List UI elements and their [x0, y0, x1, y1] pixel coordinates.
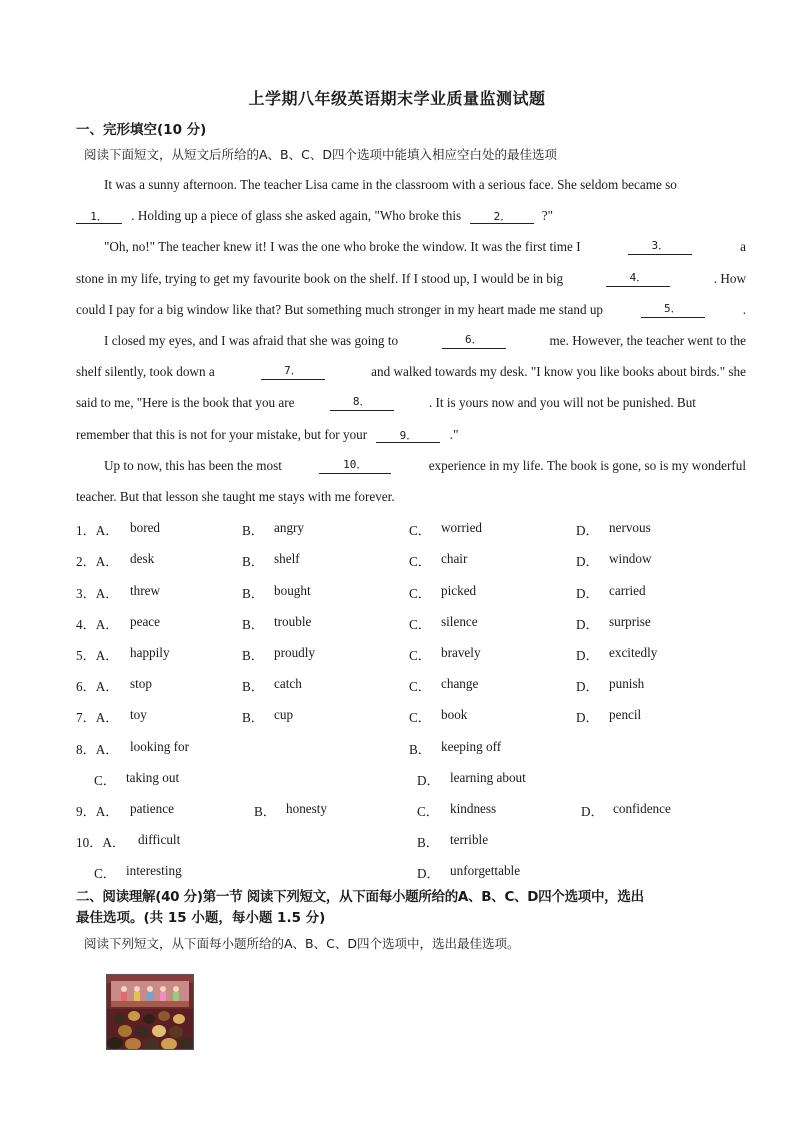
option-c[interactable]: interesting [126, 863, 182, 878]
option-a[interactable]: difficult [138, 832, 181, 847]
option-number: 3．A． [76, 586, 119, 601]
question-options [76, 801, 776, 819]
option-c[interactable]: kindness [450, 801, 497, 816]
option-label: C． [409, 523, 431, 538]
question-options [76, 583, 776, 601]
option-c[interactable]: silence [441, 614, 478, 629]
page-title: 上学期八年级英语期末学业质量监测试题 [248, 89, 546, 108]
option-a[interactable]: bored [130, 520, 161, 535]
option-number: 2．A． [76, 554, 119, 569]
passage-text: "Oh, no!" The teacher knew it! I was the one who broke the window. It was the first time I [104, 239, 581, 254]
question-options [76, 832, 776, 850]
passage-text: I closed my eyes, and I was afraid that she was going to [104, 333, 399, 348]
option-c[interactable]: taking out [126, 770, 180, 785]
option-d[interactable]: nervous [609, 520, 651, 535]
option-d[interactable]: unforgettable [450, 863, 521, 878]
passage-line [76, 271, 746, 287]
option-b[interactable]: catch [274, 676, 302, 691]
option-d[interactable]: confidence [613, 801, 671, 816]
passage-text: remember that this is not for your mistake, but for your [76, 427, 368, 442]
passage-text: and walked towards my desk. "I know you like books about birds." she [371, 364, 746, 379]
question-options [76, 645, 776, 663]
option-label: D． [576, 586, 599, 601]
option-d[interactable]: excitedly [609, 645, 658, 660]
option-d[interactable]: surprise [609, 614, 651, 629]
option-label: D． [576, 523, 599, 538]
option-d[interactable]: punish [609, 676, 645, 691]
option-c[interactable]: picked [441, 583, 477, 598]
option-a[interactable]: stop [130, 676, 152, 691]
passage-text: ?" [541, 208, 554, 223]
option-a[interactable]: threw [130, 583, 161, 598]
passage-text: said to me, "Here is the book that you are [76, 395, 295, 410]
option-label: D． [417, 773, 440, 788]
blank-10[interactable]: 10． [319, 458, 391, 474]
option-b[interactable]: honesty [286, 801, 328, 816]
section-1-instruction: 阅读下面短文，从短文后所给的A、B、C、D四个选项中能填入相应空白处的最佳选项 [84, 147, 557, 162]
option-label: C． [409, 648, 431, 663]
passage-text: ." [449, 427, 459, 442]
blank-1[interactable]: 1． [76, 210, 122, 224]
option-a[interactable]: patience [130, 801, 174, 816]
option-b[interactable]: angry [274, 520, 305, 535]
passage-line [104, 177, 746, 193]
option-label: D． [576, 554, 599, 569]
section-2-instruction: 阅读下列短文，从下面每小题所给的A、B、C、D四个选项中，选出最佳选项。 [84, 936, 520, 951]
passage-line [76, 489, 746, 505]
option-label: C． [94, 773, 116, 788]
option-label: B． [242, 648, 264, 663]
section-2-heading-line: 最佳选项。(共 15 小题，每小题 1.5 分) [76, 910, 326, 926]
passage-line [76, 364, 746, 380]
option-label: D． [576, 648, 599, 663]
question-options [76, 676, 776, 694]
passage-text: . How [713, 271, 746, 286]
option-label: C． [409, 617, 431, 632]
question-options [76, 863, 776, 881]
option-b[interactable]: proudly [274, 645, 316, 660]
option-label: C． [409, 679, 431, 694]
blank-9[interactable]: 9． [376, 429, 440, 443]
option-d[interactable]: pencil [609, 707, 642, 722]
option-label: D． [581, 804, 604, 819]
option-number: 6．A． [76, 679, 119, 694]
passage-text: . Holding up a piece of glass she asked again, "Who broke this [131, 208, 462, 223]
option-label: B． [242, 679, 264, 694]
blank-4[interactable]: 4． [606, 271, 670, 287]
option-a[interactable]: desk [130, 551, 155, 566]
passage-line [76, 427, 746, 443]
question-options [76, 520, 776, 538]
stage-performance-image [106, 974, 194, 1050]
option-label: C． [94, 866, 116, 881]
option-label: D． [576, 710, 599, 725]
option-label: B． [242, 523, 264, 538]
passage-line [76, 395, 696, 411]
passage-text: could I pay for a big window like that? But something much stronger in my heart made me stand up [76, 302, 604, 317]
blank-6[interactable]: 6． [442, 333, 506, 349]
passage-text: . It is yours now and you will not be punished. But [428, 395, 696, 410]
option-d[interactable]: window [609, 551, 652, 566]
option-number: 10．A． [76, 835, 126, 850]
passage-text: Up to now, this has been the most [104, 458, 282, 473]
section-1-heading: 一、完形填空(10 分) [76, 122, 207, 138]
section-2-heading [76, 887, 748, 929]
option-number: 5．A． [76, 648, 119, 663]
question-options [76, 707, 776, 725]
option-b[interactable]: trouble [274, 614, 312, 629]
blank-2[interactable]: 2． [470, 210, 534, 224]
passage-text: experience in my life. The book is gone, so is my wonderful [428, 458, 746, 473]
option-c[interactable]: change [441, 676, 479, 691]
option-number: 9．A． [76, 804, 119, 819]
blank-5[interactable]: 5． [641, 302, 705, 318]
option-a[interactable]: looking for [130, 739, 189, 754]
question-options [76, 614, 776, 632]
question-options [76, 739, 776, 757]
option-d[interactable]: carried [609, 583, 646, 598]
option-label: D． [417, 866, 440, 881]
option-b[interactable]: shelf [274, 551, 300, 566]
question-options [76, 770, 776, 788]
option-a[interactable]: peace [130, 614, 161, 629]
option-label: C． [417, 804, 439, 819]
option-label: B． [254, 804, 276, 819]
option-a[interactable]: happily [130, 645, 170, 660]
question-options [76, 551, 776, 569]
option-c[interactable]: bravely [441, 645, 481, 660]
option-b[interactable]: cup [274, 707, 294, 722]
passage-line [104, 333, 746, 349]
option-label: B． [242, 617, 264, 632]
option-b[interactable]: bought [274, 583, 311, 598]
option-b[interactable]: keeping off [441, 739, 502, 754]
option-c[interactable]: book [441, 707, 468, 722]
option-label: B． [242, 586, 264, 601]
passage-line [76, 208, 746, 224]
passage-text: me. However, the teacher went to the [549, 333, 746, 348]
option-label: D． [576, 617, 599, 632]
passage-text: . [742, 302, 746, 317]
option-c[interactable]: worried [441, 520, 483, 535]
passage-text: shelf silently, took down a [76, 364, 215, 379]
option-number: 7．A． [76, 710, 119, 725]
blank-8[interactable]: 8． [330, 395, 394, 411]
option-label: B． [242, 710, 264, 725]
passage-text: a [740, 239, 746, 254]
option-label: B． [242, 554, 264, 569]
option-label: C． [409, 554, 431, 569]
option-label: C． [409, 586, 431, 601]
passage-text: stone in my life, trying to get my favourite book on the shelf. If I stood up, I would be in big [76, 271, 564, 286]
passage-line [104, 239, 746, 255]
option-number: 4．A． [76, 617, 119, 632]
option-d[interactable]: learning about [450, 770, 526, 785]
option-b[interactable]: terrible [450, 832, 489, 847]
passage-text: It was a sunny afternoon. The teacher Lisa came in the classroom with a serious face. She seldom became so [104, 177, 677, 192]
blank-3[interactable]: 3． [628, 239, 692, 255]
option-a[interactable]: toy [130, 707, 147, 722]
passage-line [76, 302, 746, 318]
option-label: B． [417, 835, 439, 850]
blank-7[interactable]: 7． [261, 364, 325, 380]
section-2-heading-line: 二、阅读理解(40 分)第一节 阅读下列短文，从下面每小题所给的A、B、C、D四个选项中，选出 [76, 889, 644, 905]
option-number: 1．A． [76, 523, 119, 538]
option-label: C． [409, 710, 431, 725]
option-number: 8．A． [76, 742, 119, 757]
option-c[interactable]: chair [441, 551, 468, 566]
passage-line [104, 458, 746, 474]
passage-text: teacher. But that lesson she taught me stays with me forever. [76, 489, 395, 504]
option-label: B． [409, 742, 431, 757]
option-label: D． [576, 679, 599, 694]
